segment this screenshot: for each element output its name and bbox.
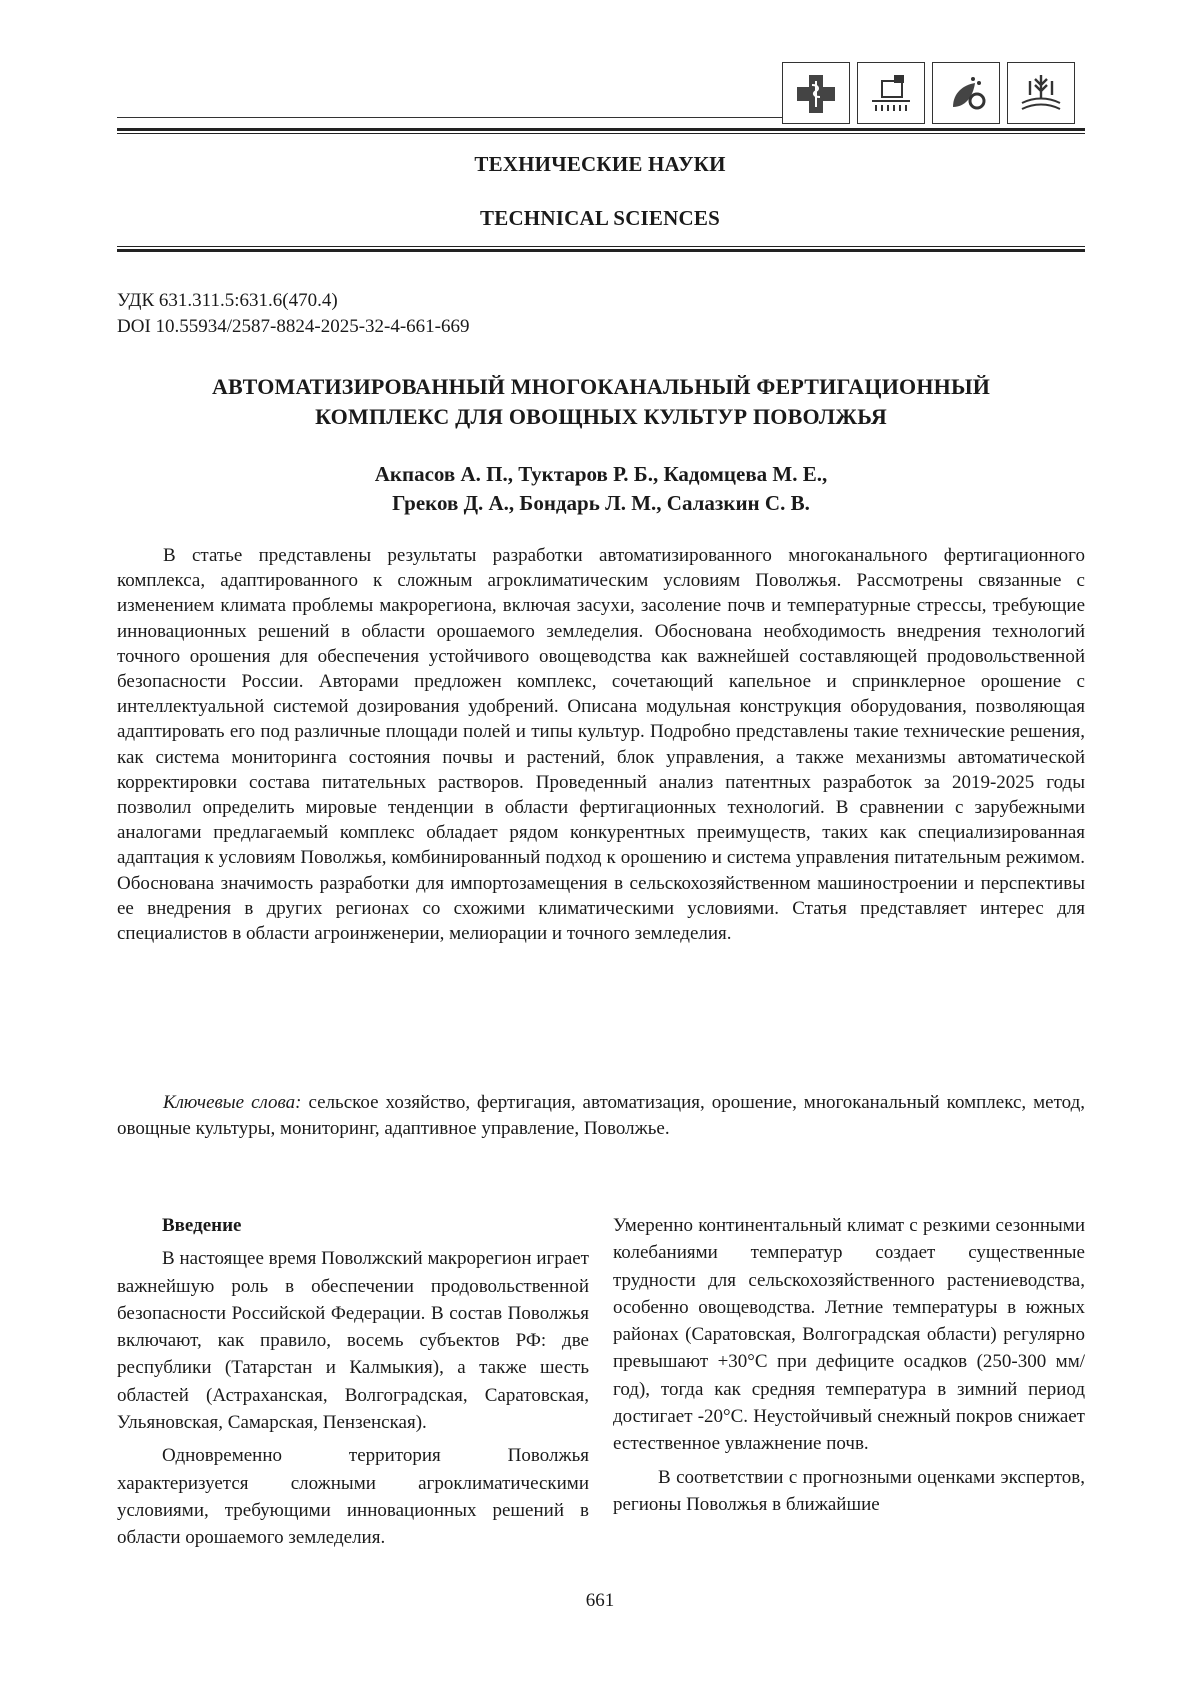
- article-authors: [117, 460, 1085, 518]
- title-line: АВТОМАТИЗИРОВАННЫЙ МНОГОКАНАЛЬНЫЙ ФЕРТИГАЦИОННЫЙ: [211, 374, 991, 399]
- article-meta: [117, 288, 470, 340]
- section-heading-introduction: Введение: [162, 1215, 242, 1236]
- article-title: [117, 372, 1085, 432]
- keywords: [117, 1090, 1085, 1142]
- header-double-rule: [117, 128, 1085, 134]
- page-number: 661: [585, 1590, 615, 1611]
- combine-harvester-icon: [857, 62, 925, 124]
- abstract-text: В статье представлены результаты разработки автоматизированного многоканального фертигационного комплекса, адаптированного к сложным агроклиматическим условиям Поволжья. Рассмотрены связанные с изменением климата проблемы макрорегиона, включая засухи, засоление почв и температурные стрессы, требующие инновационных решений в области орошаемого земледелия. Обоснована необходимость внедрения технологий точного орошения для обеспечения устойчивого овощеводства как важнейшей составляющей продовольственной безопасности России. Авторами предложен комплекс, сочетающий капельное и спринклерное орошение с интеллектуальной системой дозирования удобрений. Описана модульная конструкция оборудования, позволяющая адаптировать его под различные площади полей и типы культур. Подробно представлены такие технические решения, как система мониторинга состояния почвы и растений, блок управления, а также механизмы автоматической корректировки состава питательных растворов. Проведенный анализ патентных разработок за 2019-2025 годы позволил определить мировые тенденции в области фертигационных технологий. В сравнении с зарубежными аналогами предлагаемый комплекс обладает рядом конкурентных преимуществ, таких как специализированная адаптация к условиям Поволжья, комбинированный подход к орошению и система управления питательным режимом. Обоснована значимость разработки для импортозамещения в сельскохозяйственном машиностроении и перспективы ее внедрения в других регионах со схожими климатическими условиями. Статья представляет интерес для специалистов в области агроинженерии, мелиорации и точного земледелия.: [117, 545, 1085, 945]
- header-icons: [782, 62, 1075, 124]
- wheat-field-icon: [1007, 62, 1075, 124]
- plant-gear-icon: [932, 62, 1000, 124]
- section-double-rule: [117, 246, 1085, 252]
- body-column-left: [117, 1212, 589, 1552]
- paragraph: В настоящее время Поволжский макрорегион играет важнейшую роль в обеспечении продовольственной безопасности Российской Федерации. В состав Поволжья включают, как правило, восемь субъектов РФ: две республики (Татарстан и Калмыкия), а также шесть областей (Астраханская, Волгоградская, Саратовская, Ульяновская, Самарская, Пензенская).: [117, 1248, 589, 1434]
- authors-line: Греков Д. А., Бондарь Л. М., Салазкин С. В.: [392, 491, 810, 515]
- keywords-text: сельское хозяйство, фертигация, автоматизация, орошение, многоканальный комплекс, метод, овощные культуры, мониторинг, адаптивное управление, Поволжье.: [117, 1092, 1085, 1139]
- paragraph: Одновременно территория Поволжья характеризуется сложными агроклиматическими условиями, требующими инновационных решений в области орошаемого земледелия.: [117, 1445, 589, 1549]
- section-title-en: TECHNICAL SCIENCES: [480, 206, 720, 230]
- title-line: КОМПЛЕКС ДЛЯ ОВОЩНЫХ КУЛЬТУР ПОВОЛЖЬЯ: [315, 404, 887, 429]
- keywords-label: Ключевые слова:: [163, 1092, 302, 1113]
- udk-code: УДК 631.311.5:631.6(470.4): [117, 290, 338, 311]
- doi-code: DOI 10.55934/2587-8824-2025-32-4-661-669: [117, 316, 470, 337]
- section-title-ru: ТЕХНИЧЕСКИЕ НАУКИ: [474, 152, 726, 176]
- paragraph: В соответствии с прогнозными оценками экспертов, регионы Поволжья в ближайшие: [613, 1466, 1085, 1515]
- medical-cross-icon: [782, 62, 850, 124]
- header-rule: [117, 117, 782, 118]
- body-column-right: [613, 1212, 1085, 1518]
- paragraph: Умеренно континентальный климат с резкими сезонными колебаниями температур создает существенные трудности для сельскохозяйственного растениеводства, особенно овощеводства. Летние температуры в южных районах (Саратовская, Волгоградская области) регулярно превышают +30°C при дефиците осадков (250-300 мм/год), тогда как средняя температура в зимний период достигает -20°C. Неустойчивый снежный покров снижает естественное увлажнение почв.: [613, 1215, 1085, 1455]
- authors-line: Акпасов А. П., Туктаров Р. Б., Кадомцева М. Е.,: [374, 462, 828, 486]
